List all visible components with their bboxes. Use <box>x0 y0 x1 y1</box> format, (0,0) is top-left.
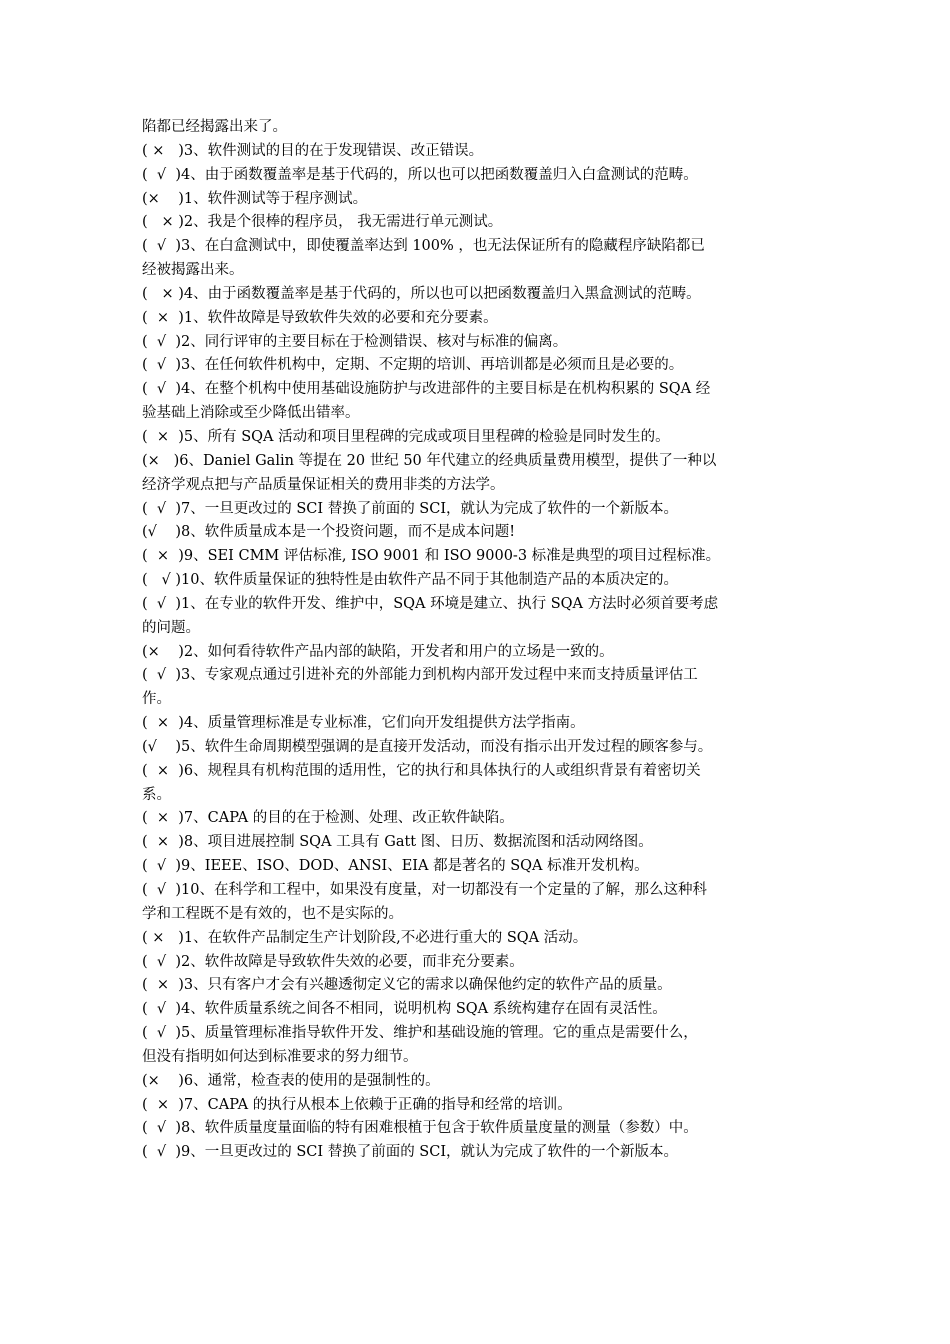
text-line: ( √ )3、在任何软件机构中，定期、不定期的培训、再培训都是必须而且是必要的。 <box>142 357 684 374</box>
text-line: ( √ )10、软件质量保证的独特性是由软件产品不同于其他制造产品的本质决定的。 <box>142 572 678 589</box>
text-line: ( √ )7、一旦更改过的 SCI 替换了前面的 SCI，就认为完成了软件的一个新版本。 <box>142 500 679 517</box>
text-line: ( √ )3、专家观点通过引进补充的外部能力到机构内部开发过程中来而支持质量评估工 <box>142 667 698 684</box>
text-line: ( × )1、软件故障是导致软件失效的必要和充分要素。 <box>142 309 498 326</box>
text-line: ( × )2、我是个很棒的程序员， 我无需进行单元测试。 <box>142 214 503 231</box>
text-line: 经被揭露出来。 <box>142 262 244 279</box>
text-line: (× )2、如何看待软件产品内部的缺陷，开发者和用户的立场是一致的。 <box>142 643 614 660</box>
text-line: (× )1、软件测试等于程序测试。 <box>142 190 368 207</box>
text-line: (× )6、Daniel Galin 等提在 20 世纪 50 年代建立的经典质量费用模型，提供了一种以 <box>142 452 717 469</box>
text-line: ( √ )9、IEEE、ISO、DOD、ANSI、EIA 都是著名的 SQA 标准开发机构。 <box>142 858 649 875</box>
text-line: ( × )1、在软件产品制定生产计划阶段,不必进行重大的 SQA 活动。 <box>142 929 588 946</box>
text-line: ( √ )2、同行评审的主要目标在于检测错误、核对与标准的偏离。 <box>142 333 568 350</box>
text-line: ( × )3、只有客户才会有兴趣透彻定义它的需求以确保他约定的软件产品的质量。 <box>142 977 672 994</box>
text-line: ( √ )2、软件故障是导致软件失效的必要，而非充分要素。 <box>142 953 524 970</box>
text-line: ( √ )4、软件质量系统之间各不相同，说明机构 SQA 系统构建存在固有灵活性。 <box>142 1001 667 1018</box>
text-line: 验基础上消除或至少降低出错率。 <box>142 405 360 422</box>
text-line: 作。 <box>142 691 171 708</box>
text-line: 陷都已经揭露出来了。 <box>142 119 287 135</box>
text-line: ( × )5、所有 SQA 活动和项目里程碑的完成或项目里程碑的检验是同时发生的。 <box>142 428 670 445</box>
text-line: (√ )5、软件生命周期模型强调的是直接开发活动，而没有指示出开发过程的顾客参与。 <box>142 738 713 755</box>
text-line: ( √ )4、由于函数覆盖率是基于代码的，所以也可以把函数覆盖归入白盒测试的范畴。 <box>142 166 698 183</box>
text-line: 系。 <box>142 786 171 803</box>
text-line: ( √ )4、在整个机构中使用基础设施防护与改进部件的主要目标是在机构积累的 SQA 经 <box>142 381 711 398</box>
text-line: ( √ )3、在白盒测试中，即使覆盖率达到 100% ，也无法保证所有的隐藏程序缺陷都已 <box>142 238 705 255</box>
text-line: ( √ )5、质量管理标准指导软件开发、维护和基础设施的管理。它的重点是需要什么， <box>142 1025 698 1042</box>
text-line: (× )6、通常，检查表的使用的是强制性的。 <box>142 1072 440 1089</box>
text-line: 学和工程既不是有效的，也不是实际的。 <box>142 905 403 922</box>
text-line: 的问题。 <box>142 619 200 636</box>
text-line: ( √ )9、一旦更改过的 SCI 替换了前面的 SCI，就认为完成了软件的一个新版本。 <box>142 1144 679 1161</box>
text-line: ( √ )8、软件质量度量面临的特有困难根植于包含于软件质量度量的测量（参数）中。 <box>142 1120 698 1137</box>
text-line: ( × )4、由于函数覆盖率是基于代码的，所以也可以把函数覆盖归入黑盒测试的范畴。 <box>142 285 701 302</box>
text-line: ( × )8、项目进展控制 SQA 工具有 Gatt 图、日历、数据流图和活动网络图。 <box>142 834 653 851</box>
text-line: ( × )7、CAPA 的执行从根本上依赖于正确的指导和经常的培训。 <box>142 1096 572 1113</box>
text-line: ( × )3、软件测试的目的在于发现错误、改正错误。 <box>142 142 484 159</box>
document-body <box>142 116 814 1165</box>
text-line: ( √ )10、在科学和工程中，如果没有度量，对一切都没有一个定量的了解，那么这种科 <box>142 882 707 898</box>
text-line: (√ )8、软件质量成本是一个投资问题，而不是成本问题! <box>142 524 516 541</box>
text-line: 经济学观点把与产品质量保证相关的费用非类的方法学。 <box>142 476 505 493</box>
text-line: ( × )6、规程具有机构范围的适用性，它的执行和具体执行的人或组织背景有着密切关 <box>142 762 701 779</box>
text-line: ( × )4、质量管理标准是专业标准，它们向开发组提供方法学指南。 <box>142 715 585 732</box>
text-line: ( × )7、CAPA 的目的在于检测、处理、改正软件缺陷。 <box>142 810 514 827</box>
text-line: ( √ )1、在专业的软件开发、维护中，SQA 环境是建立、执行 SQA 方法时必须首要考虑 <box>142 595 719 612</box>
text-line: ( × )9、SEI CMM 评估标准, ISO 9001 和 ISO 9000-3 标准是典型的项目过程标准。 <box>142 548 721 565</box>
text-line: 但没有指明如何达到标准要求的努力细节。 <box>142 1048 418 1065</box>
